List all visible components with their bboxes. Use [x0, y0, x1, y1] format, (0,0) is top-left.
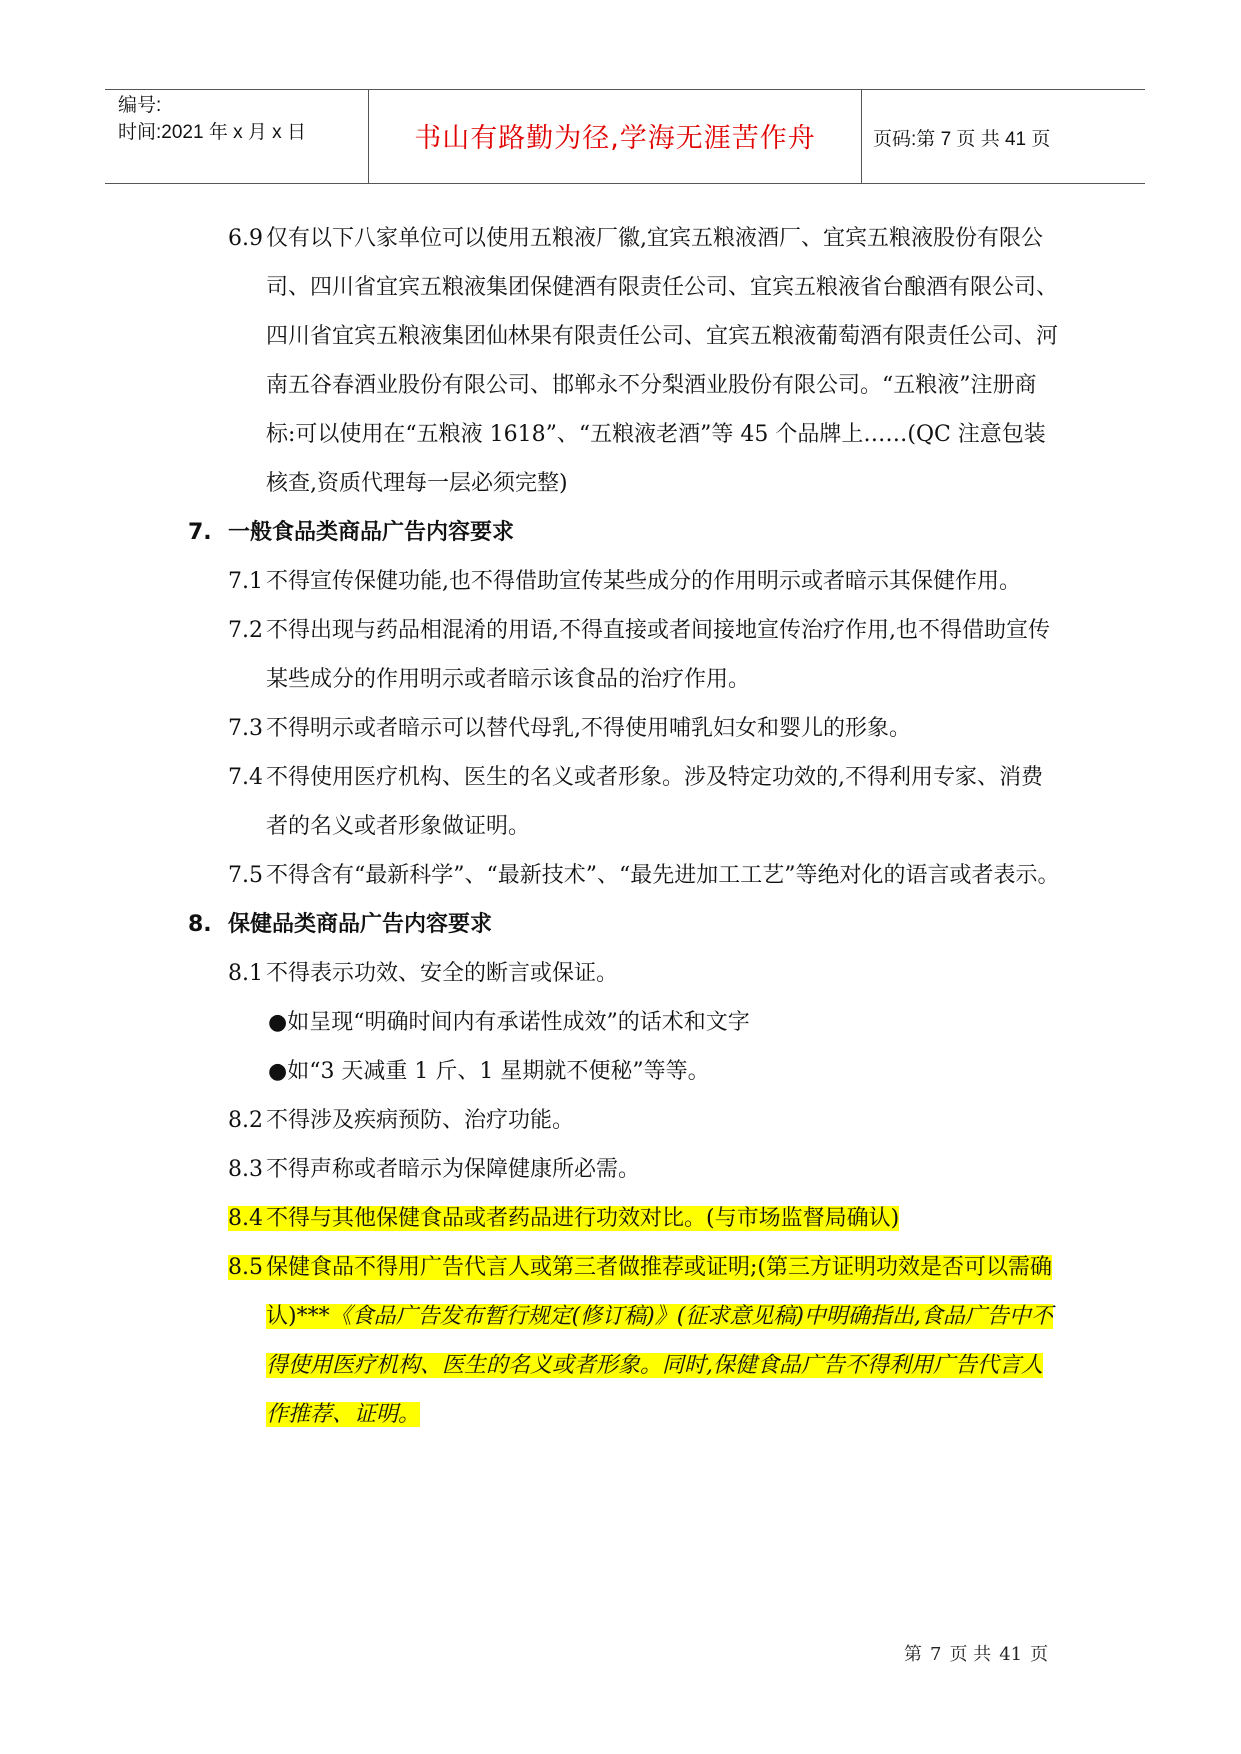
clause-8-3 — [0, 1145, 1241, 1194]
section-heading-8 — [0, 900, 1241, 949]
footer-page-total: 41 — [999, 1644, 1023, 1665]
section-title: 保健品类商品广告内容要求 — [228, 912, 493, 937]
clause-7-3 — [0, 704, 1241, 753]
header-page-prefix: 页码:第 — [873, 129, 936, 150]
clause-7-2 — [0, 606, 1241, 704]
clause-8-1 — [0, 949, 1241, 998]
bullet-item-2: ●如“3 天减重 1 斤、1 星期就不便秘”等等。 — [268, 1059, 710, 1084]
clause-8-2 — [0, 1096, 1241, 1145]
section-number: 7. — [188, 520, 212, 545]
document-body — [0, 214, 1241, 1439]
doc-code-label: 编号: — [118, 95, 162, 116]
clause-text: 不得声称或者暗示为保障健康所必需。 — [266, 1157, 641, 1182]
header-page-number: 7 — [940, 129, 952, 150]
clause-number: 8.4 — [228, 1206, 263, 1231]
doc-time-label: 时间:2021 年 x 月 x 日 — [118, 122, 306, 143]
clause-number: 7.1 — [228, 569, 263, 594]
footer-mid: 页 共 — [949, 1644, 992, 1665]
section-title: 一般食品类商品广告内容要求 — [228, 520, 515, 545]
clause-text: 不得含有“最新科学”、“最新技术”、“最先进加工工艺”等绝对化的语言或者表示。 — [266, 863, 1060, 888]
page-footer — [900, 1640, 1052, 1666]
section-number: 8. — [188, 912, 212, 937]
clause-7-4 — [0, 753, 1241, 851]
clause-6-9 — [0, 214, 1241, 508]
header-top-rule — [105, 89, 1145, 90]
clause-number: 8.2 — [228, 1108, 263, 1133]
clause-text: 不得使用医疗机构、医生的名义或者形象。涉及特定功效的,不得利用专家、消费者的名义或者形象做证明。 — [266, 765, 1043, 839]
clause-text: 仅有以下八家单位可以使用五粮液厂徽,宜宾五粮液酒厂、宜宾五粮液股份有限公司、四川省宜宾五粮液集团保健酒有限责任公司、宜宾五粮液省台酿酒有限公司、四川省宜宾五粮液集团仙林果有限责任公司、宜宾五粮液葡萄酒有限责任公司、河南五谷春酒业股份有限公司、邯郸永不分梨酒业股份有限公司。“五粮液”注册商标:可以使用在“五粮液 1618”、“五粮液老酒”等 45 个品牌上……(QC 注意包装核查,资质代理每一层必须完整) — [266, 226, 1059, 496]
clause-number: 6.9 — [228, 226, 263, 251]
header-page-suffix: 页 — [1031, 129, 1051, 150]
bullet-item-1: ●如呈现“明确时间内有承诺性成效”的话术和文字 — [268, 1010, 750, 1035]
footer-prefix: 第 — [904, 1644, 922, 1665]
clause-number: 7.2 — [228, 618, 263, 643]
header-meta — [118, 92, 306, 146]
clause-text: 不得涉及疾病预防、治疗功能。 — [266, 1108, 575, 1133]
header-bottom-rule — [105, 183, 1145, 184]
clause-number: 8.5 — [228, 1255, 263, 1280]
clause-number: 7.3 — [228, 716, 263, 741]
clause-8-5 — [0, 1243, 1241, 1439]
header-divider-left — [368, 90, 369, 184]
clause-text: 不得与其他保健食品或者药品进行功效对比。(与市场监督局确认) — [266, 1206, 900, 1231]
clause-text: 不得出现与药品相混淆的用语,不得直接或者间接地宣传治疗作用,也不得借助宣传某些成分的作用明示或者暗示该食品的治疗作用。 — [266, 618, 1050, 692]
header-page-total: 41 — [1004, 129, 1027, 150]
clause-number: 8.3 — [228, 1157, 263, 1182]
clause-8-4 — [0, 1194, 1241, 1243]
clause-text: 不得表示功效、安全的断言或保证。 — [266, 961, 619, 986]
header-divider-right — [861, 90, 862, 184]
clause-7-5 — [0, 851, 1241, 900]
footer-page-number: 7 — [930, 1644, 942, 1665]
clause-italic-note: ***《食品广告发布暂行规定(修订稿)》(征求意见稿)中明确指出,食品广告中不得使用医疗机构、医生的名义或者形象。同时,保健食品广告不得利用广告代言人作推荐、证明。 — [266, 1304, 1053, 1427]
clause-7-1 — [0, 557, 1241, 606]
clause-number: 7.4 — [228, 765, 263, 790]
header-page-indicator — [873, 124, 1050, 151]
section-heading-7 — [0, 508, 1241, 557]
clause-number: 8.1 — [228, 961, 263, 986]
clause-text: 不得明示或者暗示可以替代母乳,不得使用哺乳妇女和婴儿的形象。 — [266, 716, 911, 741]
clause-text: 不得宣传保健功能,也不得借助宣传某些成分的作用明示或者暗示其保健作用。 — [266, 569, 1021, 594]
clause-number: 7.5 — [228, 863, 263, 888]
footer-suffix: 页 — [1030, 1644, 1049, 1665]
header-page-mid: 页 共 — [956, 129, 1000, 150]
clause-text: 保健食品不得用广告代言人或第三者做推荐或证明;(第三方证明功效是否可以需确认) — [266, 1255, 1052, 1329]
header-motto: 书山有路勤为径,学海无涯苦作舟 — [414, 123, 816, 154]
